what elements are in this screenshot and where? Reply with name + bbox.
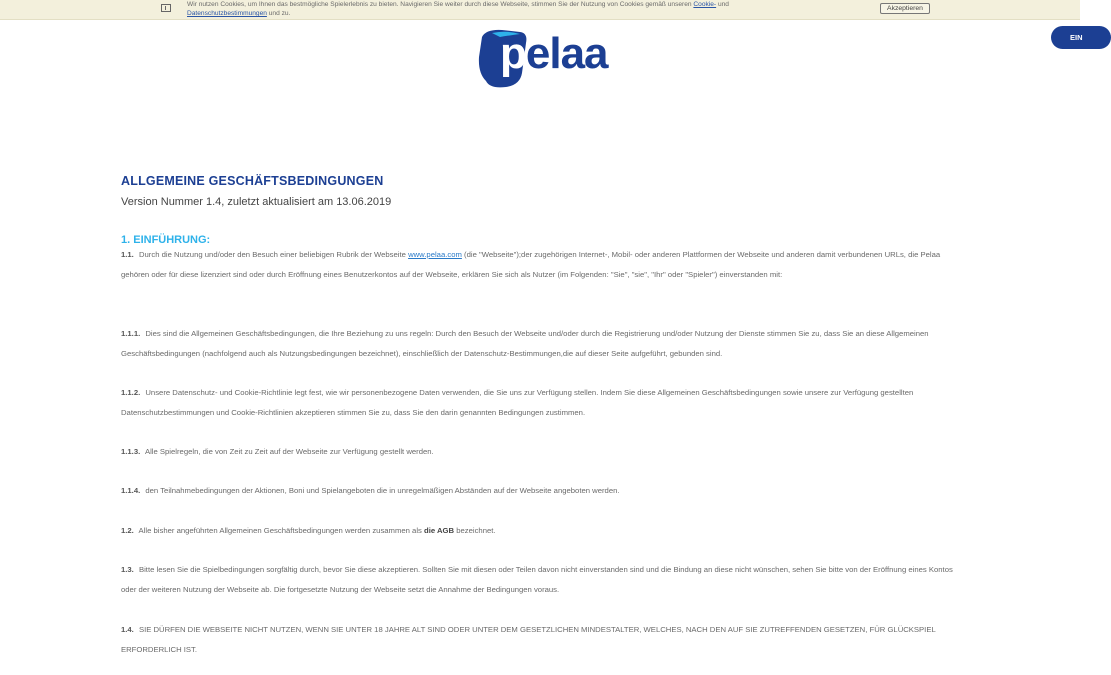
paragraph-text: den Teilnahmebedingungen der Aktionen, Boni und Spielangeboten die in unregelmäßigen Abständen auf der Webseite angeboten werden. xyxy=(145,486,620,495)
paragraph-1-1-3 xyxy=(121,442,961,462)
paragraph-1-3 xyxy=(121,560,961,599)
paragraph-number: 1.1.4. xyxy=(121,486,141,495)
paragraph-text: Bitte lesen Sie die Spielbedingungen sorgfältig durch, bevor Sie diese akzeptieren. Sollten Sie mit diesen oder Teilen davon nicht einverstanden sind und die Bindung an diese nicht wünschen, sehen Sie bitte von der Eröffnung eines Kontos oder der weiteren Nutzung der Webseite ab. Die fortgesetzte Nutzung der Webseite setzt die Annahme der Bedingungen voraus. xyxy=(121,565,953,594)
paragraph-text: Alle bisher angeführten Allgemeinen Geschäftsbedingungen werden zusammen als xyxy=(138,526,425,535)
logo-letters: elaa xyxy=(525,29,608,78)
cookie-message: Wir nutzen Cookies, um Ihnen das bestmögliche Spielerlebnis zu bieten. Navigieren Sie weiter durch diese Webseite, stimmen Sie der Nutzung von Cookies gemäß unseren xyxy=(187,1,694,8)
cookie-and-text: und xyxy=(716,1,729,8)
paragraph-text: SIE DÜRFEN DIE WEBSEITE NICHT NUTZEN, WENN SIE UNTER 18 JAHRE ALT SIND ODER UNTER DEM GESETZLICHEN MINDESTALTER, WELCHES, NACH DEN AUF SIE ZUTREFFENDEN GESETZEN, FÜR GLÜCKSPIEL ERFORDERLICH IST. xyxy=(121,625,936,654)
paragraph-text: Unsere Datenschutz- und Cookie-Richtlinie legt fest, wie wir personenbezogene Daten verwenden, die Sie uns zur Verfügung stellen. Indem Sie diese Allgemeinen Geschäftsbedingungen sowie unsere zur Verfügung gestellten Datenschutzbestimmungen und Cookie-Richtlinien akzeptieren stimmen Sie zu, dass Sie den darin genannten Bedingungen zustimmen. xyxy=(121,388,914,417)
logo-text xyxy=(500,30,608,78)
paragraph-1-2 xyxy=(121,521,961,541)
cookie-policy-link[interactable]: Cookie- xyxy=(693,1,717,8)
paragraph-number: 1.1.1. xyxy=(121,329,141,338)
paragraph-1-1-2 xyxy=(121,383,961,422)
paragraph-number: 1.1.3. xyxy=(121,447,141,456)
paragraph-1-1-4 xyxy=(121,481,961,501)
pelaa-logo[interactable] xyxy=(476,27,616,96)
paragraph-number: 1.4. xyxy=(121,625,134,634)
privacy-policy-link[interactable]: Datenschutzbestimmungen xyxy=(187,10,267,17)
paragraph-1-1-1 xyxy=(121,324,961,363)
paragraph-number: 1.1. xyxy=(121,250,134,259)
paragraph-1-4 xyxy=(121,620,961,659)
cookie-info-icon xyxy=(161,4,171,12)
accept-cookies-button[interactable]: Akzeptieren xyxy=(880,3,930,14)
version-text: Version Nummer 1.4, zuletzt aktualisiert am 13.06.2019 xyxy=(121,196,392,208)
section-title-introduction: 1. EINFÜHRUNG: xyxy=(121,234,211,246)
cookie-text xyxy=(187,0,837,18)
paragraph-text: Dies sind die Allgemeinen Geschäftsbedingungen, die Ihre Beziehung zu uns regeln: Durch den Besuch der Webseite und/oder durch die Registrierung und/oder Nutzung der Dienste stimmen Sie zu, dass Sie an diese Allgemeinen Geschäftsbedingungen (nachfolgend auch als Nutzungsbedingungen bezeichnet), einschließlich der Datenschutz-Bestimmungen,die auf dieser Seite aufgeführt, gebunden sind. xyxy=(121,329,929,358)
paragraph-number: 1.3. xyxy=(121,565,134,574)
website-link[interactable]: www.pelaa.com xyxy=(408,250,462,259)
cookie-banner xyxy=(0,0,1080,20)
cookie-end-text: und zu. xyxy=(266,10,291,17)
paragraph-number: 1.2. xyxy=(121,526,134,535)
paragraph-text: Durch die Nutzung und/oder den Besuch einer beliebigen Rubrik der Webseite xyxy=(138,250,409,259)
paragraph-number: 1.1.2. xyxy=(121,388,141,397)
logo-letter-p: p xyxy=(500,29,526,78)
login-button[interactable]: EIN xyxy=(1051,26,1111,49)
paragraph-text: bezeichnet. xyxy=(454,526,496,535)
paragraph-1-1 xyxy=(121,245,961,284)
agb-term: die AGB xyxy=(424,526,455,535)
paragraph-text: Alle Spielregeln, die von Zeit zu Zeit auf der Webseite zur Verfügung gestellt werden. xyxy=(144,447,434,456)
page-title: ALLGEMEINE GESCHÄFTSBEDINGUNGEN xyxy=(121,174,384,188)
paragraph-text: (die "Webseite");der zugehörigen Internet-, Mobil- oder anderen Plattformen der Webseite und anderen damit verbundenen URLs, die Pelaa gehören oder für diese lizenziert sind oder durch Eröffnung eines Benutzerkontos auf der Webseite, erklären Sie sich als Nutzer (im Folgenden: "Sie", "sie", "Ihr" oder "Spieler") einverstanden mit: xyxy=(121,250,941,279)
